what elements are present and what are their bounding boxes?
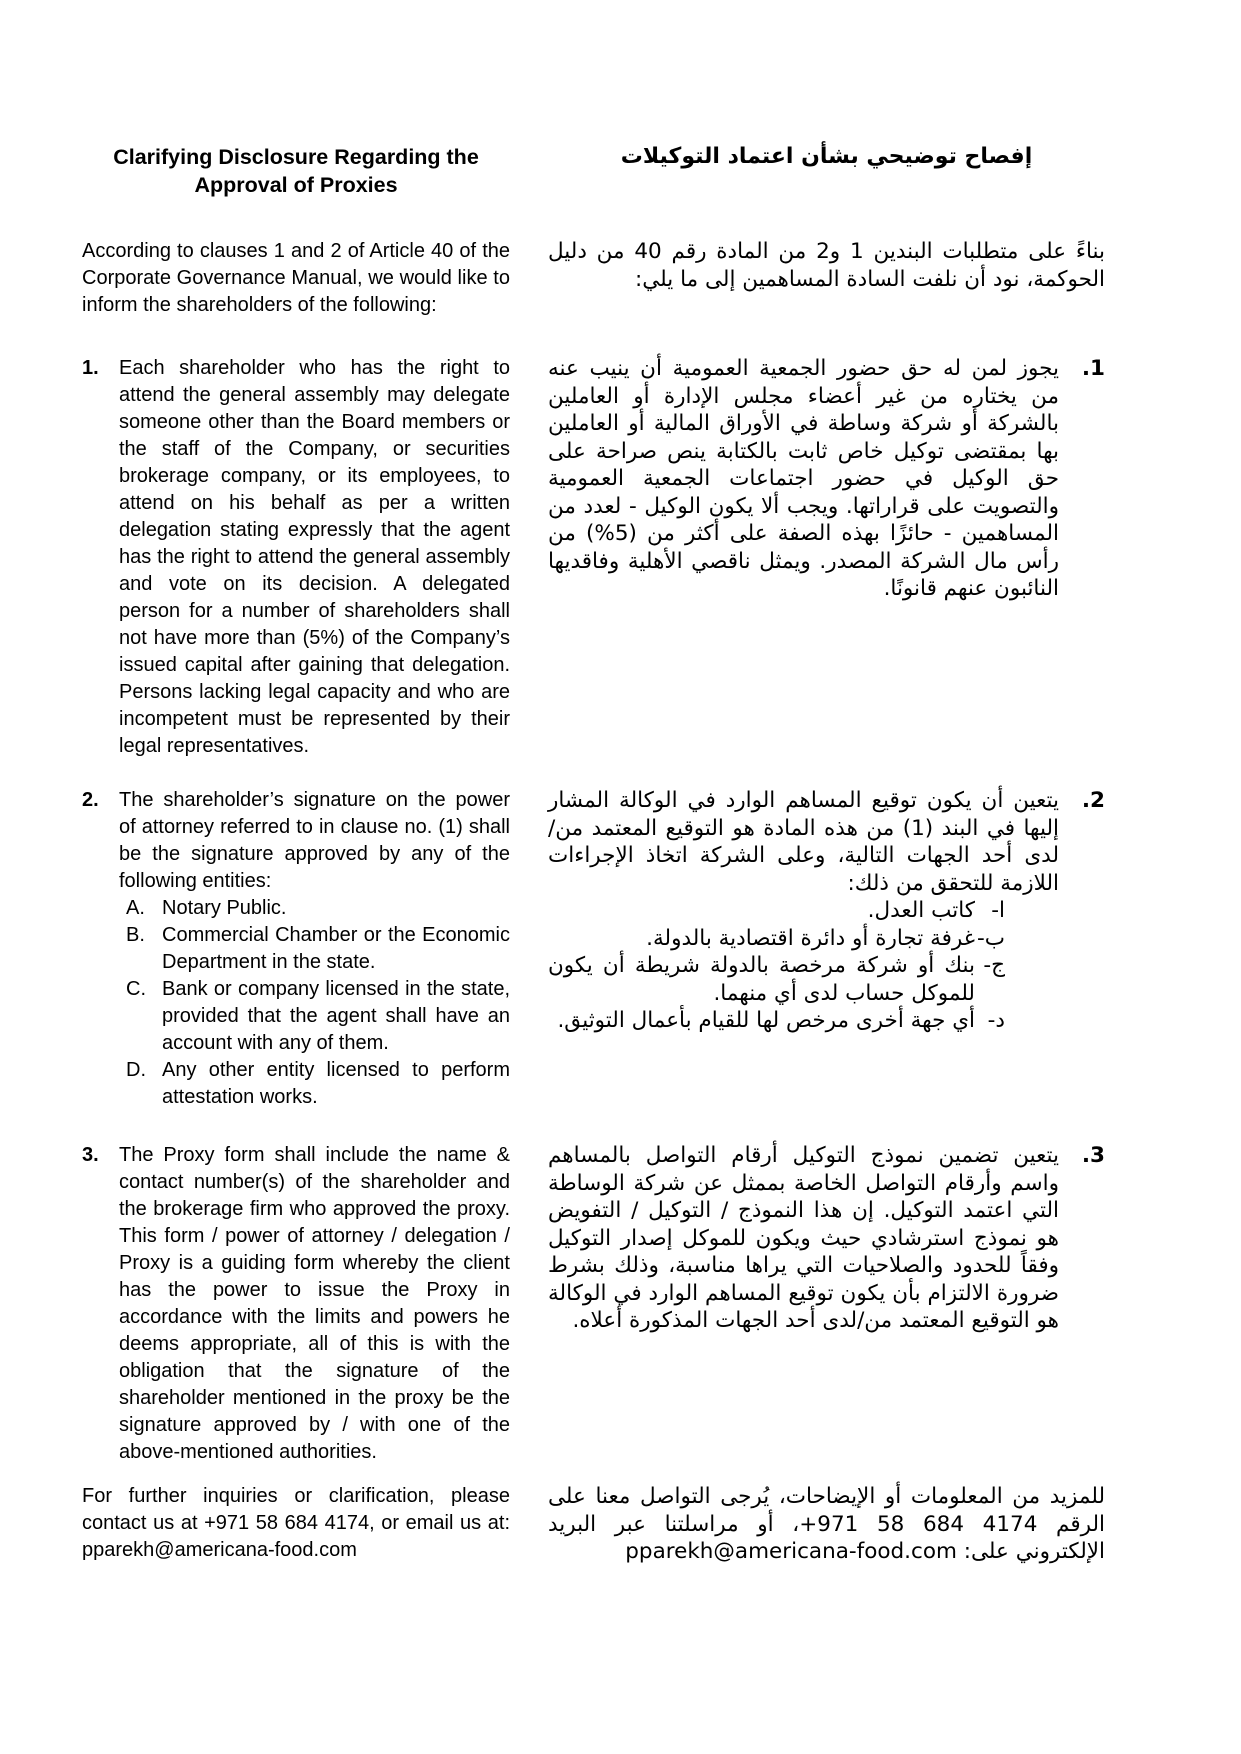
item-3-number-arabic: 3.	[1081, 1143, 1105, 1168]
item-1-row	[82, 355, 1241, 787]
sub-item-d-arabic	[548, 1007, 1059, 1035]
sub-item-c-letter: C.	[126, 978, 146, 1000]
list-item-1-english	[82, 355, 510, 760]
sub-item-c-text: Bank or company licensed in the state, provided that the agent shall have an account with any of them.	[162, 978, 510, 1054]
sub-item-a-text-arabic: كاتب العدل.	[867, 898, 975, 923]
sub-item-a-english	[119, 895, 510, 922]
footer-row	[82, 1483, 1241, 1566]
sub-item-d-letter-arabic: د-	[987, 1008, 1005, 1033]
sub-item-a-letter-arabic: ا-	[991, 898, 1005, 923]
list-item-2-english	[82, 787, 510, 1111]
sub-item-d-text: Any other entity licensed to perform attestation works.	[162, 1059, 510, 1108]
list-item-1-arabic	[548, 355, 1105, 603]
item-2-text-english: The shareholder’s signature on the power of attorney referred to in clause no. (1) shall be the signature approved by any of the following entities:	[119, 789, 510, 892]
item-1-text-arabic: يجوز لمن له حق حضور الجمعية العمومية أن ينيب عنه من يختاره من غير أعضاء مجلس الإدارة أو العاملين بالشركة أو شركة وساطة في الأوراق المالية أو العاملين بها بمقتضى توكيل خاص ثابت بالكتابة ينص صراحة على حق الوكيل في حضور اجتماعات الجمعية العمومية والتصويت على قراراتها. ويجب ألا يكون الوكيل - لعدد من المساهمين - حائزًا بهذه الصفة على أكثر من ‎(%5)‎ من رأس مال الشركة المصدر. ويمثل ناقصي الأهلية وفاقديها النائبون عنهم قانونًا.	[548, 356, 1059, 601]
contact-paragraph-arabic: للمزيد من المعلومات أو الإيضاحات، يُرجى التواصل معنا على الرقم ‎+971 58 684 4174‎، أو مراسلتنا عبر البريد الإلكتروني على: pparekh@americana-food.com	[548, 1484, 1106, 1564]
item-3-text-arabic: يتعين تضمين نموذج التوكيل أرقام التواصل بالمساهم واسم وأرقام التواصل الخاصة بممثل عن شركة الوساطة التي اعتمد التوكيل. إن هذا النموذج / التوكيل / التفويض هو نموذج استرشادي حيث ويكون للموكل إصدار التوكيل وفقاً للحدود والصلاحيات التي يراها مناسبة، وذلك بشرط ضرورة الالتزام بأن يكون توقيع المساهم الوارد في الوكالة هو التوقيع المعتمد من/لدى أحد الجهات المذكورة أعلاه.	[548, 1143, 1059, 1333]
item-2-number-english: 2.	[82, 789, 99, 811]
document-title-english: Clarifying Disclosure Regarding the Approval of Proxies	[113, 145, 479, 197]
list-item-3-english	[82, 1142, 510, 1466]
title-row	[82, 143, 1241, 199]
item-1-number-english: 1.	[82, 357, 99, 379]
sub-item-a-letter: A.	[126, 897, 145, 919]
list-item-3-arabic	[548, 1142, 1105, 1335]
sub-item-b-arabic	[548, 925, 1059, 953]
item-3-row	[82, 1142, 1241, 1466]
intro-row	[82, 238, 1241, 346]
item-1-text-english: Each shareholder who has the right to attend the general assembly may delegate someone other than the Board members or the staff of the Company, or securities brokerage company, or its employees, to attend on his behalf as per a written delegation stating expressly that the agent has the right to attend the general assembly and vote on its decision. A delegated person for a number of shareholders shall not have more than (5%) of the Company’s issued capital after gaining that delegation. Persons lacking legal capacity and who are incompetent must be represented by their legal representatives.	[119, 357, 510, 757]
sub-item-b-letter: B.	[126, 924, 145, 946]
sub-item-b-letter-arabic: ب-	[977, 925, 1005, 951]
sub-item-c-arabic	[548, 952, 1059, 1007]
item-2-number-arabic: 2.	[1081, 788, 1105, 813]
sub-item-b-text: Commercial Chamber or the Economic Department in the state.	[162, 924, 510, 973]
item-2-row	[82, 787, 1241, 1111]
contact-paragraph-english: For further inquiries or clarification, please contact us at +971 58 684 4174, or email us at: pparekh@americana-food.com	[82, 1485, 510, 1561]
sub-item-a-text: Notary Public.	[162, 897, 287, 919]
intro-paragraph-english: According to clauses 1 and 2 of Article 40 of the Corporate Governance Manual, we would like to inform the shareholders of the following:	[82, 240, 510, 316]
item-3-text-english: The Proxy form shall include the name & contact number(s) of the shareholder and the brokerage firm who approved the proxy. This form / power of attorney / delegation / Proxy is a guiding form whereby the client has the power to issue the Proxy in accordance with the limits and powers he deems appropriate, all of this is with the obligation that the signature of the shareholder mentioned in the proxy be the signature approved by / with one of the above-mentioned authorities.	[119, 1144, 510, 1463]
sub-item-c-letter-arabic: ج-	[983, 953, 1005, 978]
list-item-2-arabic	[548, 787, 1105, 1035]
intro-paragraph-arabic: بناءً على متطلبات البندين 1 و2 من المادة رقم 40 من دليل الحوكمة، نود أن نلفت السادة المساهمين إلى ما يلي:	[548, 239, 1106, 292]
sub-item-d-text-arabic: أي جهة أخرى مرخص لها للقيام بأعمال التوثيق.	[557, 1008, 975, 1033]
sub-item-c-text-arabic: بنك أو شركة مرخصة بالدولة شريطة أن يكون للموكل حساب لدى أي منهما.	[548, 953, 975, 1006]
sub-item-d-letter: D.	[126, 1059, 146, 1081]
sub-item-b-text-arabic: غرفة تجارة أو دائرة اقتصادية بالدولة.	[646, 925, 975, 951]
item-1-number-arabic: 1.	[1081, 356, 1105, 381]
item-3-number-english: 3.	[82, 1144, 99, 1166]
sub-item-c-english	[119, 976, 510, 1057]
document-title-arabic: إفصاح توضيحي بشأن اعتماد التوكيلات	[620, 144, 1033, 169]
sub-item-b-english	[119, 922, 510, 976]
sub-item-d-english	[119, 1057, 510, 1111]
item-2-text-arabic: يتعين أن يكون توقيع المساهم الوارد في الوكالة المشار إليها في البند ‎(1)‎ من هذه المادة هو التوقيع المعتمد من/ لدى أحد الجهات التالية، وعلى الشركة اتخاذ الإجراءات اللازمة للتحقق من ذلك:	[548, 788, 1059, 896]
sub-item-a-arabic	[548, 897, 1059, 925]
